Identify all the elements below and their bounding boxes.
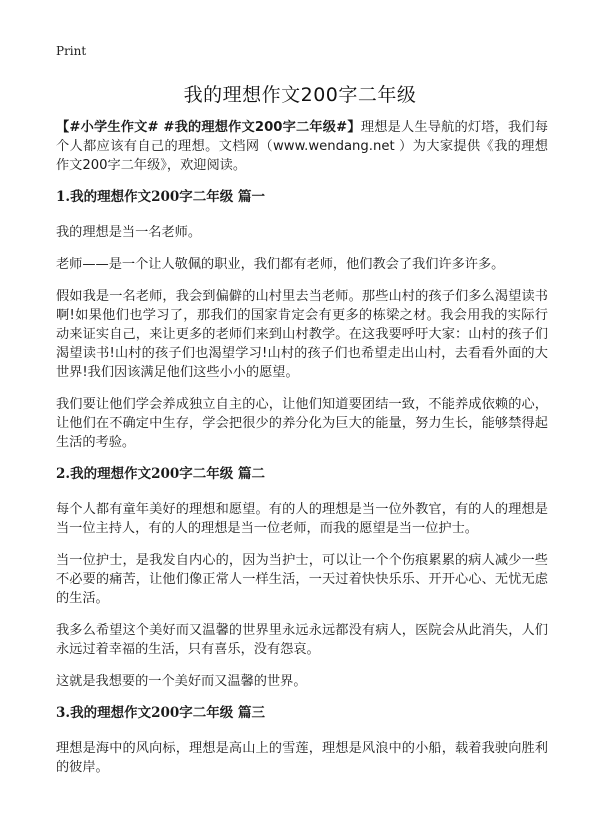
paragraph: 每个人都有童年美好的理想和愿望。有的人的理想是当一位外教官，有的人的理想是当一位主持人，有的人的理想是当一位老师，而我的愿望是当一位护士。 <box>56 502 548 536</box>
intro-text: 理想是人生导航的灯塔，我们每个人都应该有自己的理想。文档网（www.wendang.net ）为大家提供《我的理想作文200字二年级》，欢迎阅读。 <box>56 120 548 173</box>
paragraph: 我的理想是当一名老师。 <box>56 225 202 240</box>
paragraph: 当一位护士，是我发自内心的，因为当护士，可以让一个个伤痕累累的病人减少一些不必要的痛苦，让他们像正常人一样生活，一天过着快快乐乐、开开心心、无忧无虑的生活。 <box>56 553 548 606</box>
article-body <box>56 118 548 790</box>
paragraph: 我们要让他们学会养成独立自主的心，让他们知道要团结一致，不能养成依赖的心，让他们在不确定中生存，学会把很少的养分化为巨大的能量，努力生长，能够禁得起生活的考验。 <box>56 397 548 450</box>
paragraph: 理想是海中的风向标，理想是高山上的雪莲，理想是风浪中的小船，载着我驶向胜利的彼岸。 <box>56 741 548 775</box>
paragraph: 老师——是一个让人敬佩的职业，我们都有老师，他们教会了我们许多许多。 <box>56 257 505 272</box>
section-heading: 3.我的理想作文200字二年级 篇三 <box>56 705 265 721</box>
section-heading: 2.我的理想作文200字二年级 篇二 <box>56 466 265 482</box>
page-title: 我的理想作文200字二年级 <box>183 84 417 106</box>
intro-paragraph <box>56 118 548 175</box>
paragraph: 我多么希望这个美好而又温馨的世界里永远永远都没有病人，医院会从此消失，人们永远过着幸福的生活，只有喜乐，没有怨哀。 <box>56 623 548 657</box>
intro-tag: 【#小学生作文# #我的理想作文200字二年级#】 <box>56 120 361 135</box>
paragraph: 假如我是一名老师，我会到偏僻的山村里去当老师。那些山村的孩子们多么渴望读书啊!如果他们也学习了，那我们的国家肯定会有更多的栋梁之材。我会用我的实际行动来证实自己，来让更多的老师们来到山村教学。在这我要呼吁大家：山村的孩子们渴望读书!山村的孩子们也渴望学习!山村的孩子们也希望走出山村，去看看外面的大世界!我们因该满足他们这些小小的愿望。 <box>56 289 548 380</box>
paragraph: 这就是我想要的一个美好而又温馨的世界。 <box>56 674 307 689</box>
print-label: Print <box>56 44 87 58</box>
section-heading: 1.我的理想作文200字二年级 篇一 <box>56 189 265 205</box>
